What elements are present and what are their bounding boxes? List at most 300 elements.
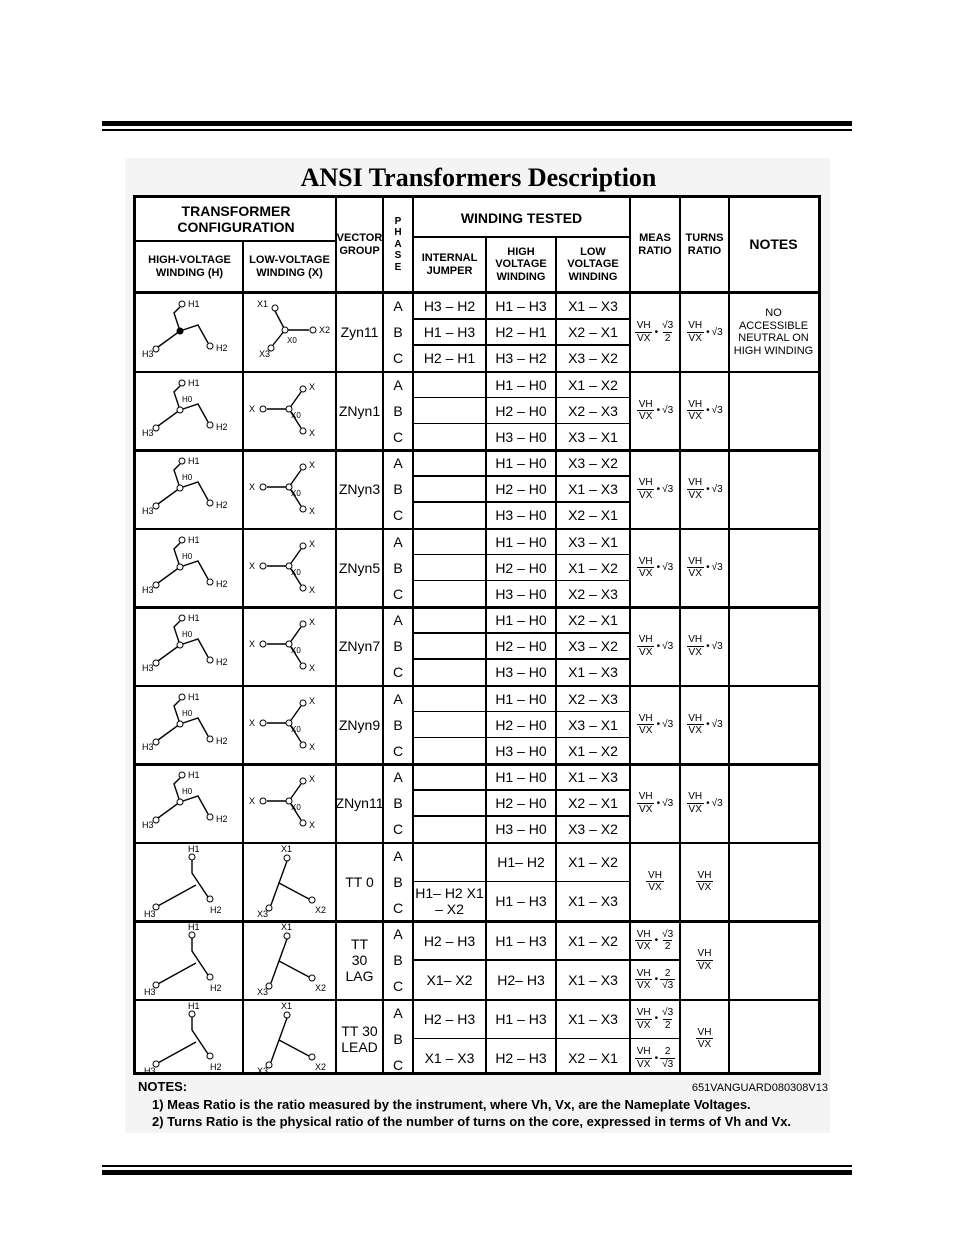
row-divider (136, 842, 818, 845)
svg-text:X3: X3 (257, 1065, 269, 1076)
phase-letter: C (392, 978, 404, 995)
svg-text:X: X (309, 381, 316, 392)
svg-text:X0: X0 (291, 803, 301, 812)
svg-text:H2: H2 (216, 500, 228, 510)
turns-ratio: $\frac{VH}{VX}$ • √3 (688, 791, 723, 815)
svg-text:H1: H1 (188, 534, 200, 545)
svg-text:H1: H1 (188, 691, 200, 702)
high-winding-cell: H2 – H3 (495, 1050, 547, 1067)
turns-ratio: $\frac{VH}{VX}$ • √3 (688, 634, 723, 658)
jumper-cell (413, 581, 486, 607)
svg-text:X0: X0 (291, 724, 301, 734)
phase-divider (413, 632, 630, 634)
svg-text:X: X (309, 460, 316, 470)
low-winding-cell: X3 – X2 (568, 821, 618, 838)
notes-heading: NOTES: (138, 1079, 188, 1094)
jumper-cell: H3 – H2 (423, 298, 476, 315)
meas-ratio: $\frac{VH}{VX}$ (648, 869, 662, 894)
svg-text:H1: H1 (188, 843, 200, 854)
high-winding-cell: H2 – H0 (495, 638, 547, 655)
svg-text:H2: H2 (216, 814, 228, 824)
jumper-cell (413, 450, 486, 476)
svg-text:X: X (249, 639, 256, 649)
hv-winding-diagram (136, 293, 243, 372)
low-winding-cell: X3 – X1 (568, 716, 618, 733)
notes-cell (733, 686, 814, 765)
notes-cell (733, 843, 814, 922)
low-winding-cell: X2 – X1 (568, 324, 618, 341)
svg-text:H0: H0 (182, 787, 193, 796)
phase-divider (413, 475, 630, 477)
jumper-cell: H1 – H3 (423, 324, 476, 341)
high-winding-cell: H2 – H1 (495, 324, 547, 341)
header-divider (413, 236, 630, 238)
header-meas: MEAS RATIO (638, 231, 672, 257)
row-divider (136, 920, 818, 923)
phase-letter: C (392, 428, 404, 445)
notes-cell (733, 921, 814, 1000)
jumper-cell: H2 – H3 (423, 932, 476, 949)
svg-text:X: X (249, 796, 256, 806)
low-winding-cell: X3 – X2 (568, 455, 618, 472)
jumper-cell: X1– X2 (426, 971, 473, 988)
svg-text:H3: H3 (144, 987, 156, 997)
high-winding-cell: H1 – H0 (495, 455, 547, 472)
svg-text:X: X (249, 403, 256, 414)
lv-winding-diagram (243, 843, 336, 922)
svg-text:H2: H2 (210, 983, 222, 993)
low-winding-cell: X3 – X1 (568, 428, 618, 445)
turns-ratio: $\frac{VH}{VX}$ • √3 (688, 712, 723, 737)
svg-text:H2: H2 (216, 578, 228, 589)
phase-letter: B (393, 716, 403, 733)
high-winding-cell: H3 – H0 (495, 585, 547, 602)
high-winding-cell: H2 – H0 (495, 795, 547, 812)
low-winding-cell: X2 – X1 (568, 1050, 618, 1067)
svg-text:X3: X3 (257, 987, 269, 997)
svg-text:X0: X0 (291, 567, 301, 577)
phase-letter: A (393, 769, 403, 786)
turns-ratio: $\frac{VH}{VX}$ • √3 (688, 320, 723, 344)
vector-group: ZNyn11 (335, 795, 384, 812)
jumper-cell (413, 502, 486, 528)
jumper-cell: H1– H2 X1 – X2 (415, 885, 484, 918)
svg-text:H3: H3 (142, 349, 154, 359)
jumper-cell (413, 476, 486, 502)
header-phase-letter: A (394, 238, 402, 250)
svg-text:X: X (249, 482, 256, 492)
vector-group: TT 30 LAG (345, 936, 374, 985)
svg-text:X: X (249, 560, 256, 571)
turns-ratio: $\frac{VH}{VX}$ • √3 (688, 398, 723, 423)
svg-text:H2: H2 (216, 421, 228, 432)
phase-divider (413, 789, 630, 791)
meas-ratio: $\frac{VH}{VX}$ • $\frac{√3}{2}$ (636, 928, 674, 953)
jumper-cell (413, 738, 486, 764)
svg-text:H3: H3 (142, 820, 154, 830)
jumper-cell (413, 712, 486, 738)
svg-text:X: X (309, 617, 316, 627)
high-winding-cell: H1 – H0 (495, 612, 547, 629)
low-winding-cell: X1 – X3 (568, 1011, 618, 1028)
high-winding-cell: H3 – H0 (495, 664, 547, 681)
lv-winding-diagram (243, 450, 336, 529)
low-winding-cell: X3 – X2 (568, 638, 618, 655)
svg-text:X1: X1 (257, 299, 269, 309)
svg-text:X: X (309, 695, 316, 706)
header-phase-letter: S (394, 250, 402, 262)
phase-letter: C (392, 821, 404, 838)
lv-winding-diagram (243, 607, 336, 686)
svg-text:H3: H3 (142, 506, 154, 516)
phase-divider (413, 318, 630, 320)
jumper-cell (413, 529, 486, 555)
phase-letter: B (393, 559, 403, 576)
notes-cell (733, 372, 814, 451)
phase-divider (413, 1038, 630, 1040)
meas-ratio: $\frac{VH}{VX}$ • $\frac{√3}{2}$ (636, 1007, 674, 1031)
svg-text:H2: H2 (216, 343, 228, 353)
svg-text:H2: H2 (216, 657, 228, 667)
header-config: TRANSFORMER CONFIGURATION (177, 202, 295, 235)
svg-text:X: X (309, 663, 316, 673)
phase-letter: A (393, 533, 403, 550)
svg-text:X0: X0 (291, 489, 301, 498)
jumper-cell (413, 607, 486, 633)
high-winding-cell: H1 – H0 (495, 533, 547, 550)
hv-winding-diagram (136, 921, 243, 1000)
svg-text:X2: X2 (315, 1061, 327, 1072)
phase-divider (413, 554, 630, 556)
meas-divider (630, 959, 680, 961)
notes-cell (733, 1000, 814, 1079)
phase-letter: A (393, 690, 403, 707)
vector-group: ZNyn1 (338, 402, 381, 419)
svg-text:H3: H3 (144, 1065, 156, 1076)
header-jumper: INTERNAL JUMPER (421, 251, 478, 277)
phase-divider (413, 397, 630, 399)
low-winding-cell: X2 – X1 (568, 795, 618, 812)
low-winding-cell: X1 – X3 (568, 298, 618, 315)
svg-text:X: X (309, 506, 316, 516)
notes-cell: NO ACCESSIBLE NEUTRAL ON HIGH WINDING (733, 306, 814, 357)
hv-winding-diagram (136, 529, 243, 608)
header-winding: WINDING TESTED (460, 209, 583, 226)
svg-text:H1: H1 (188, 377, 200, 388)
svg-text:H0: H0 (182, 473, 193, 482)
vector-group: ZNyn7 (338, 638, 381, 655)
lv-winding-diagram (243, 372, 336, 451)
hv-winding-diagram (136, 607, 243, 686)
phase-divider (413, 658, 630, 660)
phase-letter: A (393, 455, 403, 472)
low-winding-cell: X1 – X2 (568, 742, 618, 759)
jumper-cell (413, 372, 486, 398)
svg-text:X: X (309, 774, 316, 784)
hv-winding-diagram (136, 1000, 243, 1079)
jumper-cell (413, 659, 486, 685)
high-winding-cell: H1 – H0 (495, 769, 547, 786)
svg-text:X2: X2 (319, 325, 331, 335)
meas-ratio: $\frac{VH}{VX}$ • √3 (638, 791, 674, 815)
high-winding-cell: H1– H2 (497, 854, 545, 871)
note-2: 2) Turns Ratio is the physical ratio of the number of turns on the core, expressed in terms of Vh and Vx. (152, 1114, 792, 1129)
turns-ratio: $\frac{VH}{VX}$ (697, 869, 712, 894)
phase-divider (413, 959, 630, 961)
low-winding-cell: X2 – X3 (568, 690, 618, 707)
low-winding-cell: X1 – X2 (568, 376, 618, 393)
phase-letter: B (393, 638, 403, 655)
turns-ratio: $\frac{VH}{VX}$ (697, 948, 712, 972)
low-winding-cell: X1 – X2 (568, 932, 618, 949)
phase-letter: A (393, 1004, 403, 1021)
lv-winding-diagram (243, 529, 336, 608)
bottom-rule-thick (102, 1170, 852, 1175)
phase-letter: C (392, 507, 404, 524)
phase-letter: A (393, 376, 403, 393)
vector-group: TT 30 LEAD (341, 1022, 378, 1055)
high-winding-cell: H1 – H3 (495, 298, 547, 315)
document-title: ANSI Transformers Description (300, 163, 657, 192)
phase-letter: C (392, 350, 404, 367)
header-lv: LOW-VOLTAGE WINDING (X) (249, 254, 330, 279)
meas-ratio: $\frac{VH}{VX}$ • √3 (638, 555, 674, 580)
header-phase (383, 198, 413, 291)
svg-text:X1: X1 (281, 843, 293, 854)
low-winding-cell: X2 – X3 (568, 402, 618, 419)
phase-letter: B (393, 324, 403, 341)
turns-ratio: $\frac{VH}{VX}$ • √3 (688, 555, 723, 580)
row-divider (136, 371, 818, 374)
phase-letter: B (393, 795, 403, 812)
header-vector: VECTOR GROUP (336, 231, 383, 257)
low-winding-cell: X2 – X1 (568, 507, 618, 524)
high-winding-cell: H3 – H0 (495, 742, 547, 759)
header-notes: NOTES (749, 236, 798, 253)
meas-ratio: $\frac{VH}{VX}$ • $\frac{√3}{2}$ (636, 320, 674, 344)
row-divider (136, 528, 818, 531)
row-divider (136, 606, 818, 609)
high-winding-cell: H1 – H3 (495, 893, 547, 910)
svg-text:X3: X3 (257, 908, 269, 919)
svg-text:X3: X3 (259, 349, 271, 359)
header-hv: HIGH-VOLTAGE WINDING (H) (148, 254, 231, 279)
turns-ratio: $\frac{VH}{VX}$ • √3 (688, 477, 723, 501)
phase-letter: C (392, 742, 404, 759)
phase-divider (413, 423, 630, 425)
high-winding-cell: H2 – H0 (495, 481, 547, 498)
svg-text:H3: H3 (142, 741, 154, 752)
svg-text:H0: H0 (182, 551, 193, 561)
meas-divider (630, 1038, 680, 1040)
lv-winding-diagram (243, 686, 336, 765)
hv-winding-diagram (136, 372, 243, 451)
row-divider (136, 763, 818, 766)
phase-letter: A (393, 612, 403, 629)
high-winding-cell: H2 – H0 (495, 402, 547, 419)
jumper-cell (413, 424, 486, 450)
lv-winding-diagram (243, 293, 336, 372)
lv-winding-diagram (243, 921, 336, 1000)
high-winding-cell: H3 – H2 (495, 350, 547, 367)
phase-letter: C (392, 664, 404, 681)
header-low: LOW VOLTAGE WINDING (567, 245, 619, 283)
low-winding-cell: X2 – X1 (568, 612, 618, 629)
header-phase-letter: P (394, 215, 402, 227)
svg-text:H1: H1 (188, 770, 200, 780)
jumper-cell: X1 – X3 (424, 1050, 475, 1067)
svg-text:X0: X0 (291, 646, 301, 655)
low-winding-cell: X3 – X2 (568, 350, 618, 367)
hv-winding-diagram (136, 764, 243, 843)
header-turns: TURNS RATIO (685, 231, 724, 257)
svg-text:H1: H1 (188, 1000, 200, 1011)
meas-ratio: $\frac{VH}{VX}$ • √3 (638, 477, 674, 501)
svg-text:H1: H1 (188, 922, 200, 932)
meas-ratio: $\frac{VH}{VX}$ • $\frac{2}{√3}$ (636, 1046, 674, 1070)
svg-text:X: X (309, 584, 316, 595)
low-winding-cell: X3 – X1 (568, 533, 618, 550)
svg-text:X1: X1 (281, 1000, 293, 1011)
phase-letter: A (393, 847, 403, 864)
svg-text:H1: H1 (188, 456, 200, 466)
phase-letter: B (393, 1030, 403, 1047)
low-winding-cell: X1 – X3 (568, 769, 618, 786)
phase-divider (413, 881, 630, 883)
high-winding-cell: H2– H3 (497, 971, 545, 988)
lv-winding-diagram (243, 1000, 336, 1079)
svg-text:H2: H2 (210, 904, 222, 915)
phase-divider (413, 344, 630, 346)
phase-letter: B (393, 481, 403, 498)
svg-text:H2: H2 (210, 1061, 222, 1072)
phase-letter: C (392, 899, 404, 916)
meas-ratio: $\frac{VH}{VX}$ • √3 (638, 398, 674, 423)
svg-text:H3: H3 (142, 584, 154, 595)
svg-text:H0: H0 (182, 708, 193, 718)
row-divider (136, 685, 818, 688)
hv-winding-diagram (136, 686, 243, 765)
svg-text:H2: H2 (216, 735, 228, 746)
jumper-cell (413, 633, 486, 659)
svg-text:H0: H0 (182, 630, 193, 639)
high-winding-cell: H2 – H0 (495, 559, 547, 576)
high-winding-cell: H1 – H3 (495, 932, 547, 949)
notes-cell (733, 764, 814, 843)
svg-text:H3: H3 (142, 663, 154, 673)
vector-group: ZNyn9 (338, 716, 381, 733)
svg-text:X2: X2 (315, 904, 327, 915)
phase-letter: B (393, 952, 403, 969)
jumper-cell (413, 843, 486, 882)
phase-letter: B (393, 873, 403, 890)
header-phase-letter: E (394, 261, 402, 273)
phase-divider (413, 580, 630, 582)
hv-winding-diagram (136, 843, 243, 922)
header-high: HIGH VOLTAGE WINDING (495, 245, 547, 283)
header-divider (136, 240, 336, 242)
high-winding-cell: H1 – H0 (495, 690, 547, 707)
svg-text:X0: X0 (291, 410, 301, 420)
document-code: 651VANGUARD080308V13 (691, 1082, 828, 1094)
svg-text:X: X (249, 717, 256, 728)
phase-divider (413, 501, 630, 503)
top-rule-thick (102, 121, 852, 126)
svg-text:H0: H0 (182, 394, 193, 404)
turns-ratio: $\frac{VH}{VX}$ (697, 1026, 712, 1051)
vector-group: TT 0 (345, 873, 374, 890)
top-rule-thin (102, 129, 852, 131)
svg-text:X2: X2 (315, 983, 327, 993)
jumper-cell (413, 816, 486, 842)
high-winding-cell: H3 – H0 (495, 507, 547, 524)
bottom-rule-thin (102, 1165, 852, 1167)
high-winding-cell: H3 – H0 (495, 428, 547, 445)
notes-cell (733, 450, 814, 529)
svg-text:X: X (309, 820, 316, 830)
low-winding-cell: X1 – X3 (568, 893, 618, 910)
svg-text:X: X (309, 538, 316, 549)
low-winding-cell: X1 – X3 (568, 664, 618, 681)
svg-text:X0: X0 (287, 336, 297, 345)
vector-group: Zyn11 (340, 324, 379, 341)
header-phase-letter: H (394, 227, 402, 239)
vector-group: ZNyn5 (338, 559, 381, 576)
phase-divider (413, 711, 630, 713)
jumper-cell: H2 – H3 (423, 1011, 476, 1028)
low-winding-cell: X1 – X2 (568, 559, 618, 576)
high-winding-cell: H2 – H0 (495, 716, 547, 733)
phase-divider (413, 815, 630, 817)
jumper-cell: H2 – H1 (423, 350, 476, 367)
low-winding-cell: X1 – X2 (568, 854, 618, 871)
low-winding-cell: X1 – X3 (568, 481, 618, 498)
phase-divider (413, 737, 630, 739)
phase-letter: A (393, 926, 403, 943)
svg-text:X: X (309, 427, 316, 438)
high-winding-cell: H1 – H0 (495, 376, 547, 393)
hv-winding-diagram (136, 450, 243, 529)
meas-ratio: $\frac{VH}{VX}$ • $\frac{2}{√3}$ (636, 967, 674, 992)
svg-text:H1: H1 (188, 613, 200, 623)
jumper-cell (413, 398, 486, 424)
vector-group: ZNyn3 (338, 481, 381, 498)
svg-text:H3: H3 (142, 427, 154, 438)
jumper-cell (413, 790, 486, 816)
phase-letter: C (392, 1056, 404, 1073)
phase-letter: A (393, 298, 403, 315)
svg-text:X1: X1 (281, 922, 293, 932)
meas-ratio: $\frac{VH}{VX}$ • √3 (638, 634, 674, 658)
jumper-cell (413, 686, 486, 712)
phase-letter: B (393, 402, 403, 419)
lv-winding-diagram (243, 764, 336, 843)
row-divider (136, 999, 818, 1002)
svg-text:H1: H1 (188, 299, 200, 309)
jumper-cell (413, 764, 486, 790)
transformer-table (133, 195, 821, 1075)
meas-ratio: $\frac{VH}{VX}$ • √3 (638, 712, 674, 737)
low-winding-cell: X1 – X3 (568, 971, 618, 988)
notes-cell (733, 529, 814, 608)
svg-text:H3: H3 (144, 908, 156, 919)
low-winding-cell: X2 – X3 (568, 585, 618, 602)
note-1: 1) Meas Ratio is the ratio measured by the instrument, where Vh, Vx, are the Nameplate Voltages. (152, 1097, 751, 1112)
phase-letter: C (392, 585, 404, 602)
notes-cell (733, 607, 814, 686)
svg-text:X: X (309, 741, 316, 752)
jumper-cell (413, 555, 486, 581)
